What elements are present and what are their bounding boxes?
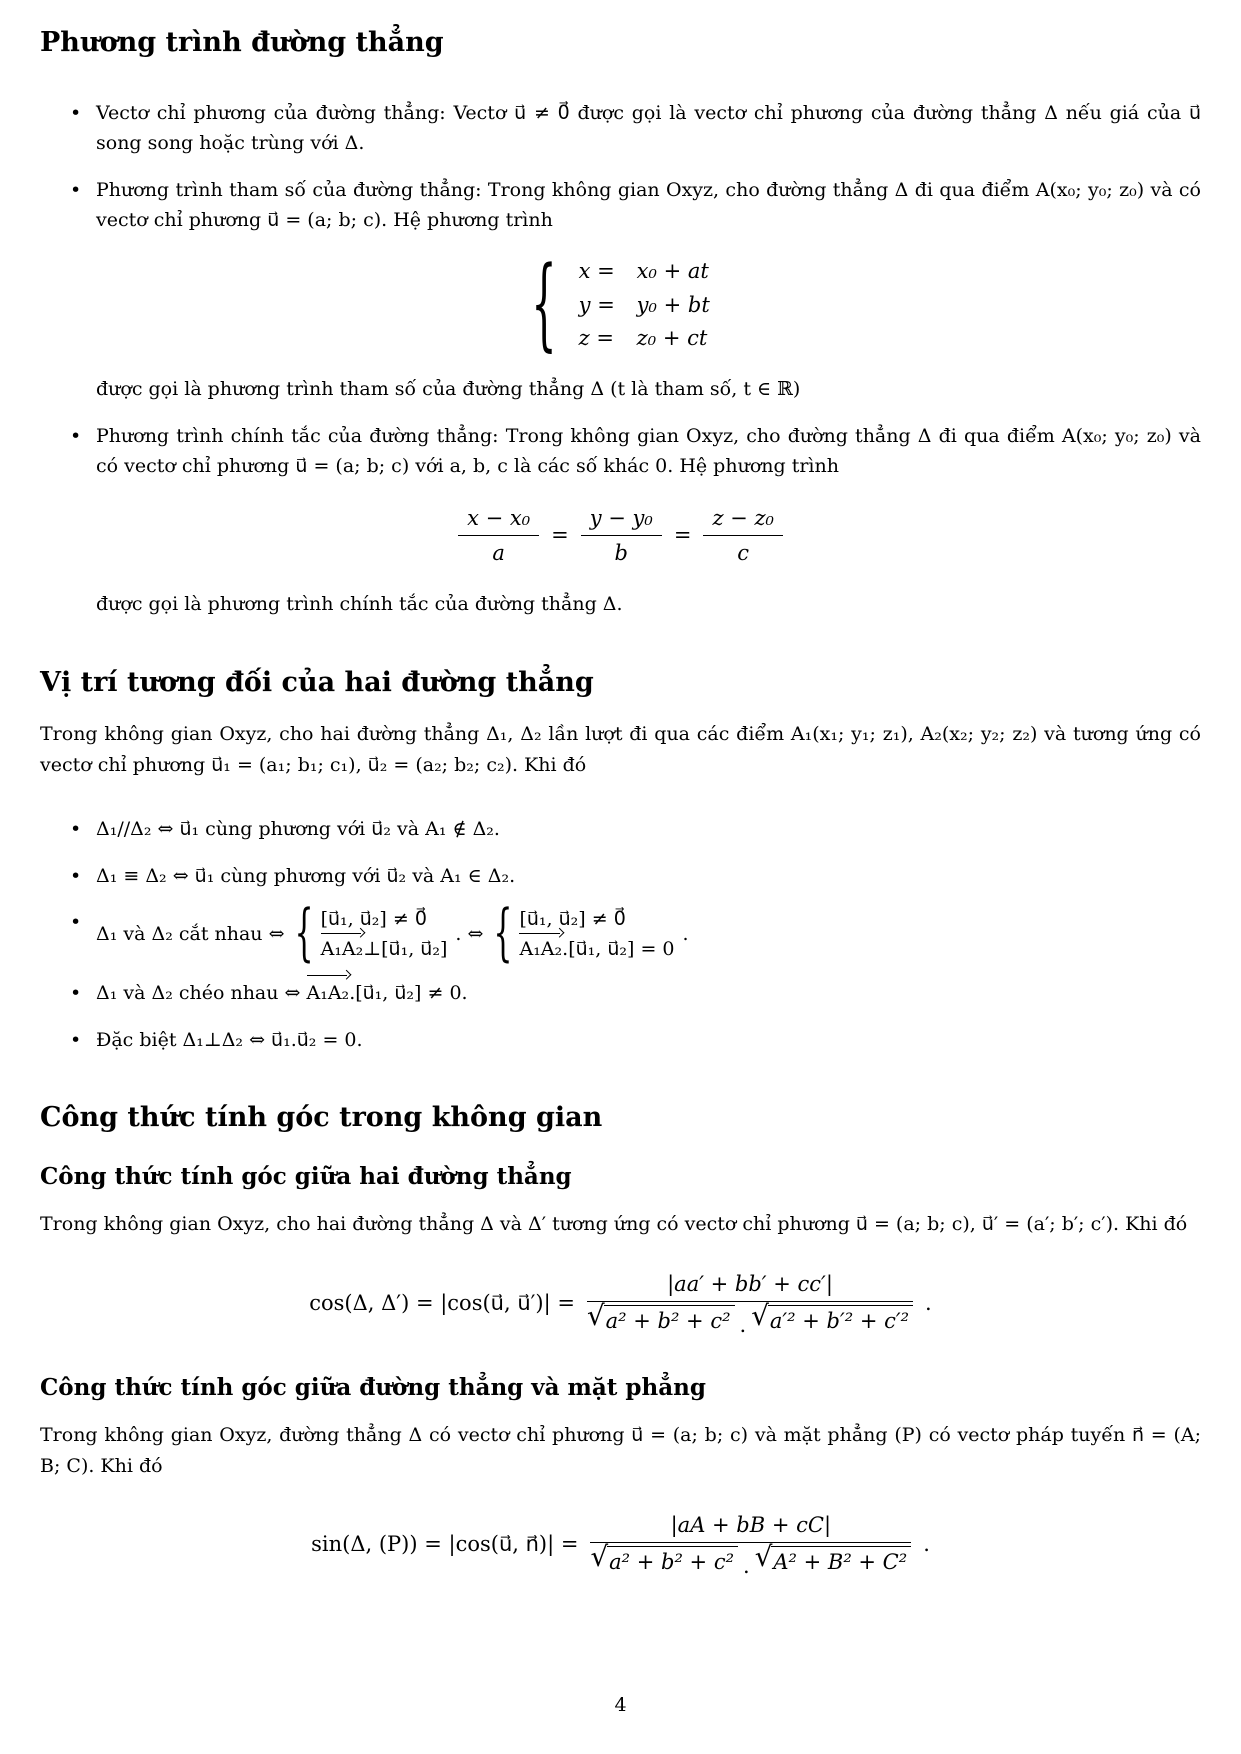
- case-line: [519, 907, 674, 933]
- bullet-direction-vector: [40, 98, 1201, 159]
- paragraph-after-canonical: được gọi là phương trình chính tắc của đường thẳng Δ.: [96, 593, 623, 616]
- fraction-x: $\frac{\text{x − x₀}}{a}$: [458, 504, 539, 568]
- section-title-angle-formulas: Công thức tính góc trong không gian: [40, 1101, 603, 1133]
- section-title-line-equations: Phương trình đường thẳng: [40, 27, 444, 58]
- equals-sign: =: [673, 523, 692, 548]
- bullet-direction-vector-text: Vectơ chỉ phương của đường thẳng: Vectơ u⃗ ≠ 0⃗ được gọi là vectơ chỉ phương của đường thẳng Δ nếu giá của u⃗ song song hoặc trùng với Δ.: [96, 101, 1201, 155]
- skew-prefix: Δ₁ và Δ₂ chéo nhau ⇔: [96, 982, 307, 1005]
- radical-sign: √: [751, 1299, 769, 1333]
- section-title-relative-position: Vị trí tương đối của hai đường thẳng: [40, 666, 594, 698]
- radical-sign: √: [590, 1540, 609, 1574]
- square-root: [586, 1299, 735, 1335]
- case-line: [519, 937, 674, 963]
- radicand: a² + b² + c²: [607, 1546, 738, 1576]
- system-lines: [579, 257, 710, 352]
- angle-line-plane-intro: Trong không gian Oxyz, đường thẳng Δ có vectơ chỉ phương u⃗ = (a; b; c) và mặt phẳng (P) có vectơ pháp tuyến n⃗ = (A; B; C). Khi đó: [40, 1424, 1201, 1477]
- radical-sign: √: [586, 1299, 605, 1333]
- square-root: [590, 1540, 738, 1576]
- case-line-text: .[u⃗₁, u⃗₂] = 0: [562, 937, 675, 960]
- bullet-perpendicular-text: Đặc biệt Δ₁⊥Δ₂ ⇔ u⃗₁.u⃗₂ = 0.: [96, 1028, 363, 1051]
- subsection-title-angle-line-plane: Công thức tính góc giữa đường thẳng và mặt phẳng: [40, 1373, 706, 1401]
- overarrow-segment: A₁A₂: [519, 937, 562, 963]
- bullet-coincident-text: Δ₁ ≡ Δ₂ ⇔ u⃗₁ cùng phương với u⃗₂ và A₁ ∈ Δ₂.: [96, 864, 516, 887]
- parametric-system-equation: [40, 247, 1201, 363]
- case-line-text: ⊥[u⃗₁, u⃗₂]: [363, 937, 448, 960]
- radicand: a′² + b′² + c′²: [768, 1305, 913, 1335]
- bullet-skew-lines: [40, 978, 1201, 1008]
- case-line: [321, 937, 448, 963]
- sin-angle-equation: [40, 1511, 1201, 1577]
- fraction-denominator: [590, 1540, 911, 1578]
- radicand: A² + B² + C²: [771, 1546, 911, 1576]
- bullet-canonical-equation: [40, 421, 1201, 620]
- page-number: 4: [614, 1693, 627, 1716]
- cos-equation-fraction: [587, 1270, 913, 1336]
- fraction-y: $\frac{\text{y − y₀}}{b}$: [581, 504, 662, 568]
- paragraph-after-parametric: được gọi là phương trình tham số của đường thẳng Δ (t là tham số, t ∈ ℝ): [96, 378, 801, 401]
- bullet-parametric-equation: [40, 175, 1201, 405]
- left-brace: {: [493, 897, 513, 970]
- sin-equation-lhs: sin(Δ, (P)) = |cos(u⃗, n⃗)| =: [311, 1531, 579, 1556]
- relative-position-bullet-list: [40, 798, 1201, 1071]
- bullet-parallel-lines: [40, 814, 1201, 844]
- fraction-z: $\frac{\text{z − z₀}}{c}$: [703, 504, 783, 568]
- left-brace: {: [294, 897, 314, 970]
- radicand: a² + b² + c²: [604, 1305, 735, 1335]
- intersect-case-2: [491, 897, 675, 970]
- bullet-parametric-text: Phương trình tham số của đường thẳng: Trong không gian Oxyz, cho đường thẳng Δ đi qua điểm A(x₀; y₀; z₀) và có vectơ chỉ phương u⃗ = (a; b; c). Hệ phương trình: [96, 178, 1201, 231]
- canonical-equation: [40, 504, 1201, 568]
- intersect-prefix: • Δ₁ và Δ₂ cắt nhau ⇔: [96, 923, 285, 946]
- overarrow-segment: A₁A₂: [307, 978, 350, 1008]
- bullet-canonical-text: Phương trình chính tắc của đường thẳng: Trong không gian Oxyz, cho đường thẳng Δ đi qua điểm A(x₀; y₀; z₀) và có vectơ chỉ phương u⃗ = (a; b; c) với a, b, c là các số khác 0. Hệ phương trình: [96, 424, 1201, 478]
- left-brace: {: [531, 247, 557, 363]
- case-line-text: [u⃗₁, u⃗₂] ≠ 0⃗: [519, 907, 626, 930]
- case-lines: [321, 907, 448, 962]
- overarrow-segment: A₁A₂: [321, 937, 364, 963]
- case-lines: [519, 907, 674, 962]
- subsection-title-angle-two-lines: Công thức tính góc giữa hai đường thẳng: [40, 1162, 572, 1190]
- intersect-mid: . ⇔: [455, 923, 484, 946]
- equals-sign: =: [551, 523, 569, 548]
- cos-equation-lhs: cos(Δ, Δ′) = |cos(u⃗, u⃗′)| =: [309, 1290, 575, 1315]
- intersect-suffix: .: [682, 923, 689, 946]
- sin-equation-tail: .: [923, 1531, 930, 1556]
- bullet-parallel-text: Δ₁//Δ₂ ⇔ u⃗₁ cùng phương với u⃗₂ và A₁ ∉ Δ₂.: [96, 818, 500, 841]
- denominator-separator: .: [739, 1312, 747, 1337]
- system-line-y: y = y₀ + bt: [578, 292, 710, 317]
- case-line: [321, 907, 448, 933]
- fraction-numerator: |aa′ + bb′ + cc′|: [587, 1270, 913, 1302]
- bullet-intersecting-lines: [40, 897, 1201, 970]
- bullet-coincident-lines: [40, 861, 1201, 891]
- cos-equation-tail: .: [925, 1290, 932, 1315]
- system-line-x: x = x₀ + at: [578, 259, 709, 284]
- denominator-separator: .: [743, 1553, 750, 1578]
- system-line-z: z = z₀ + ct: [578, 326, 708, 350]
- sin-equation-fraction: [590, 1511, 911, 1577]
- cos-angle-equation: [40, 1270, 1201, 1336]
- relative-position-intro: Trong không gian Oxyz, cho hai đường thẳng Δ₁, Δ₂ lần lượt đi qua các điểm A₁(x₁; y₁; z₁), A₂(x₂; y₂; z₂) và tương ứng có vectơ chỉ phương u⃗₁ = (a₁; b₁; c₁), u⃗₂ = (a₂; b₂; c₂). Khi đó: [40, 723, 1201, 776]
- bullet-perpendicular-lines: [40, 1025, 1201, 1055]
- square-root: [754, 1540, 912, 1576]
- skew-rest: .[u⃗₁, u⃗₂] ≠ 0.: [349, 982, 468, 1005]
- case-line-text: [u⃗₁, u⃗₂] ≠ 0⃗: [320, 907, 427, 930]
- fraction-numerator: |aA + bB + cC|: [590, 1511, 911, 1543]
- fraction-denominator: [586, 1299, 913, 1337]
- square-root: [751, 1299, 913, 1335]
- radical-sign: √: [754, 1540, 773, 1574]
- line-equation-bullet-list: [40, 82, 1201, 636]
- intersect-case-1: [293, 897, 448, 970]
- angle-two-lines-intro: Trong không gian Oxyz, cho hai đường thẳng Δ và Δ′ tương ứng có vectơ chỉ phương u⃗ = (a; b; c), u⃗′ = (a′; b′; c′). Khi đó: [40, 1213, 1188, 1236]
